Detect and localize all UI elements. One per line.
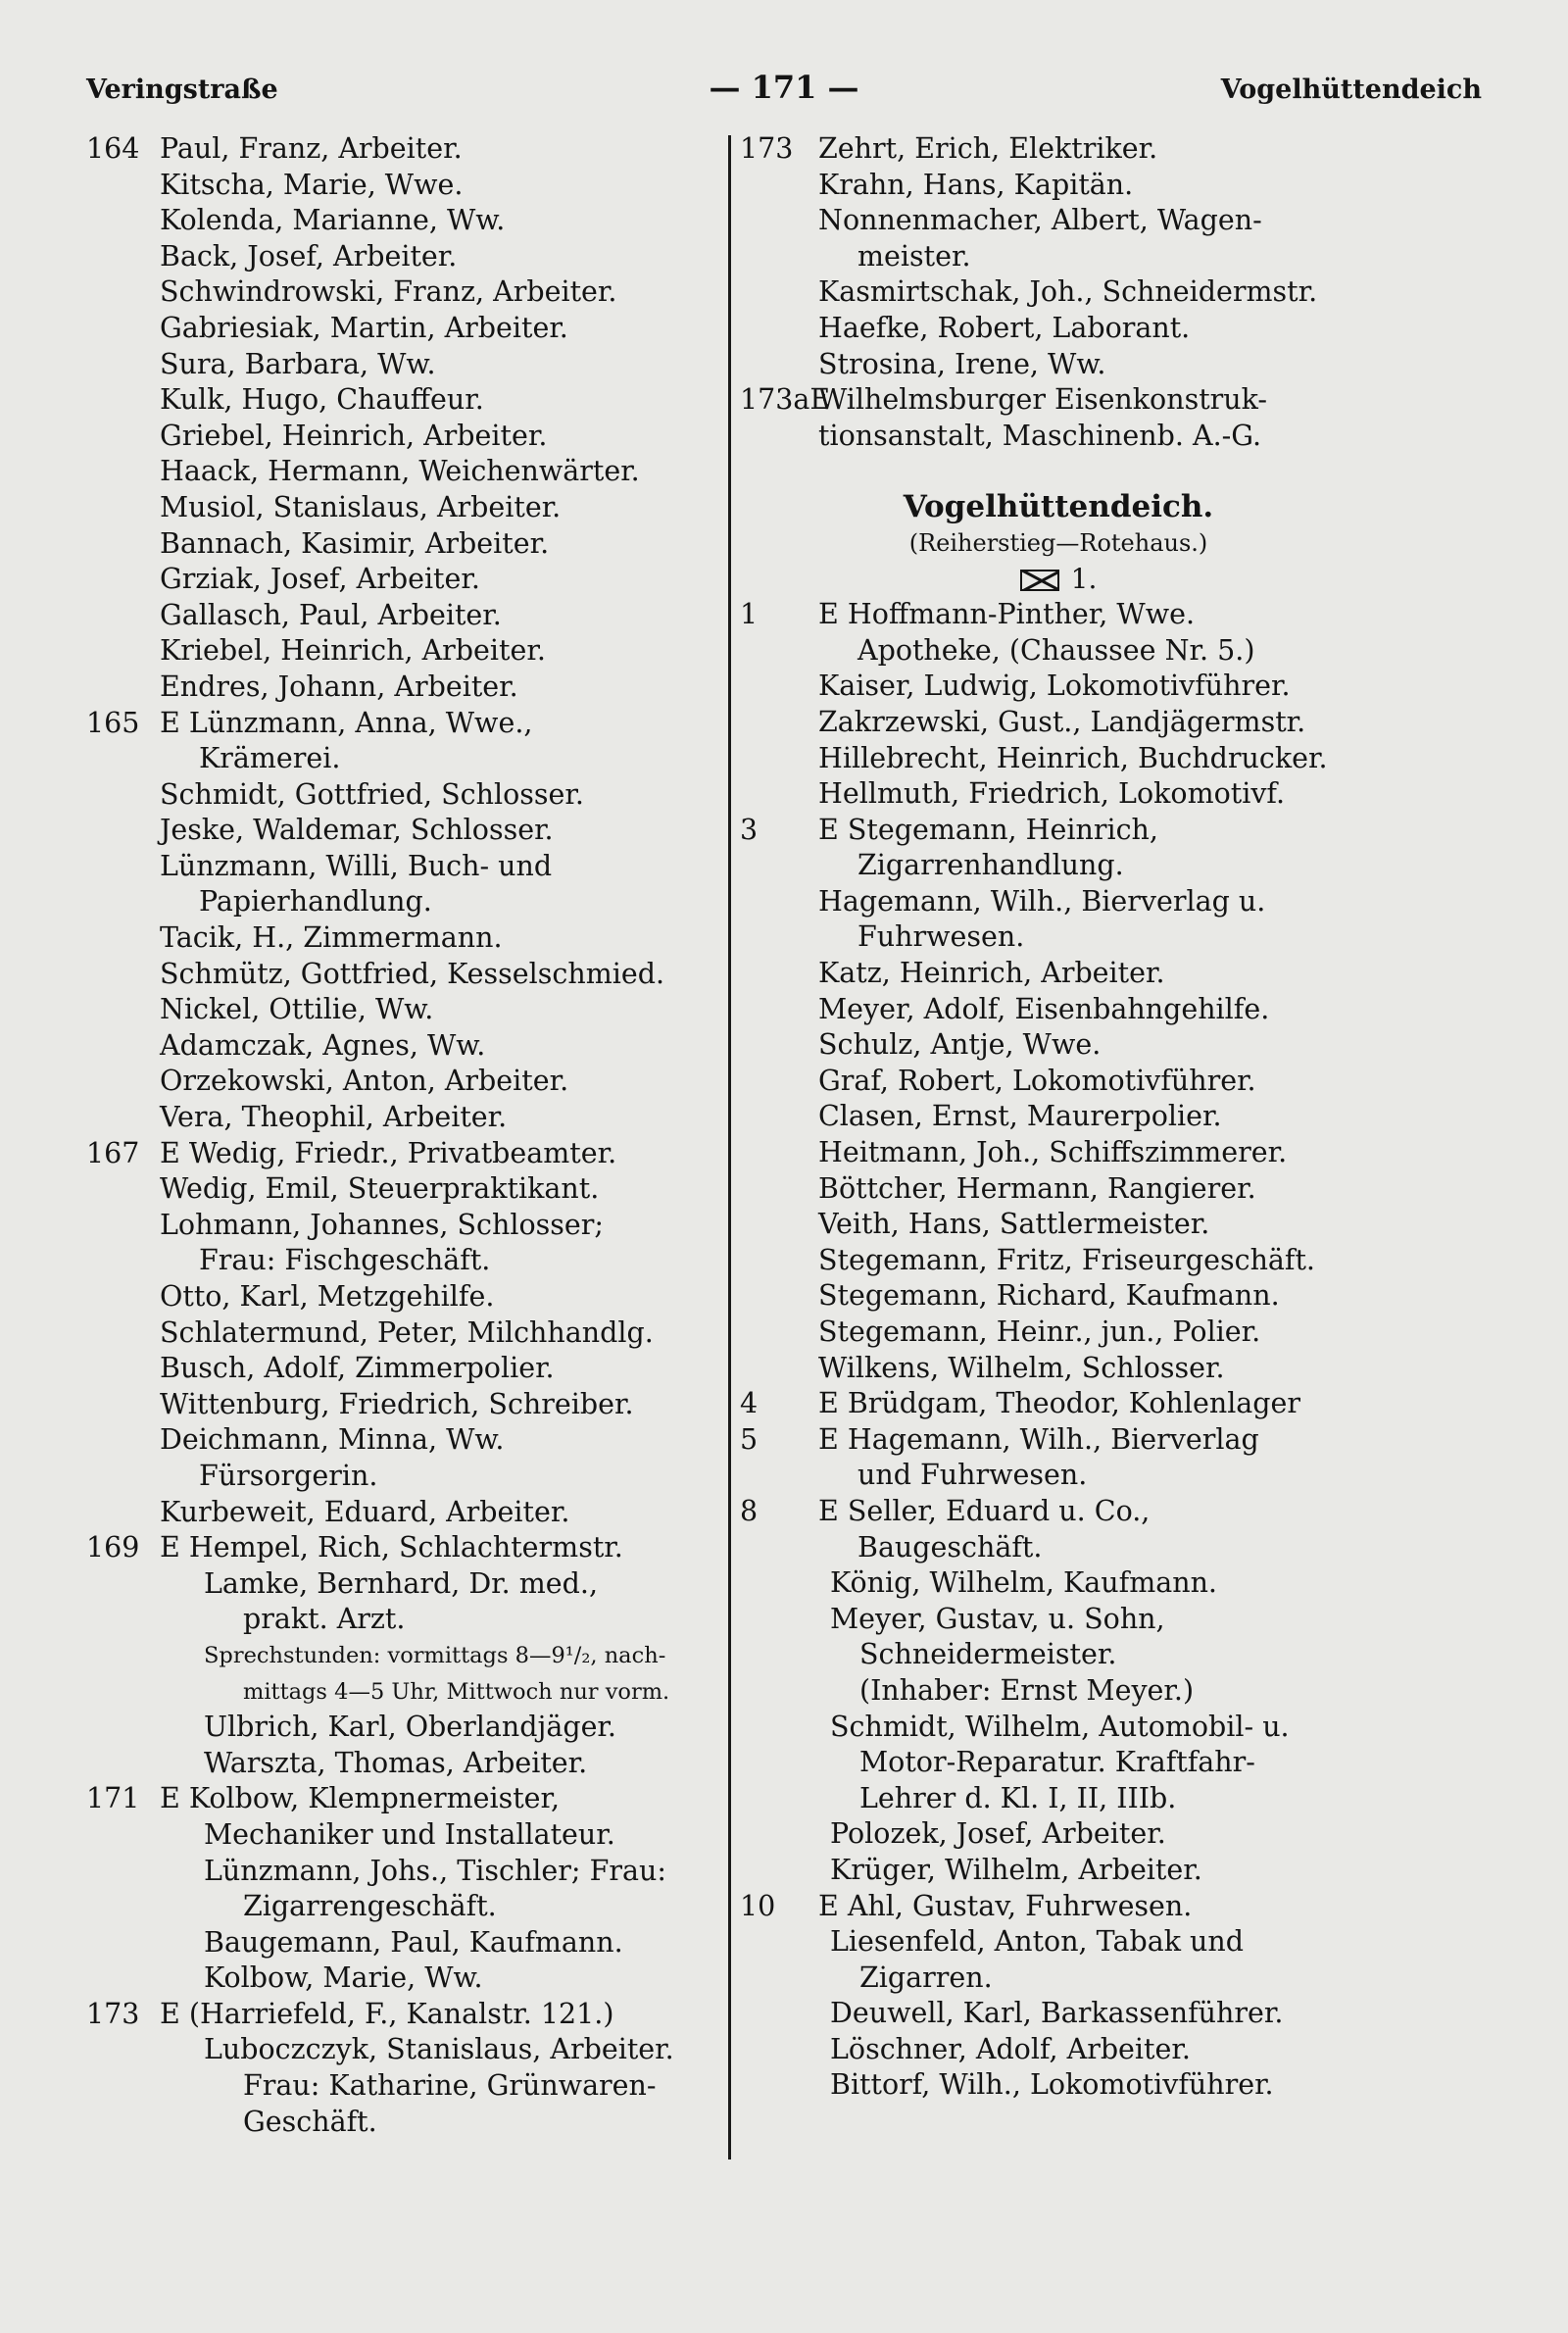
house-number: 164 [86,132,140,165]
left-column [86,131,718,2140]
directory-line [740,1315,1377,1351]
directory-line [86,1889,718,1925]
house-number: 173 [740,132,794,165]
directory-line [86,1064,718,1100]
house-number: 173 [86,1997,140,2030]
directory-line [740,669,1377,705]
resident-entry: Hagemann, Wilh., Bierverlag u. [818,884,1266,918]
house-number: 8 [740,1494,759,1527]
resident-entry: prakt. Arzt. [243,1603,406,1636]
resident-entry: E Hempel, Rich, Schlachtermstr. [160,1531,623,1564]
column-divider [728,135,731,2159]
directory-line [740,203,1377,239]
directory-line [740,1064,1377,1100]
house-number: 167 [86,1136,140,1169]
directory-line [740,419,1377,455]
resident-entry: Lünzmann, Willi, Buch- und [160,849,553,882]
directory-line [740,1171,1377,1208]
directory-line [740,2032,1377,2068]
resident-entry: Fuhrwesen. [858,920,1025,954]
directory-line [86,1710,718,1746]
street-subtitle: (Reiherstieg—Rotehaus.) [908,528,1208,557]
directory-line [86,777,718,814]
resident-entry: Otto, Karl, Metzgehilfe. [160,1280,495,1313]
directory-line [740,1027,1377,1064]
resident-entry: Baugeschäft. [858,1530,1043,1564]
resident-entry: Zakrzewski, Gust., Landjägermstr. [818,705,1306,738]
directory-line [740,1278,1377,1315]
resident-entry: Kurbeweit, Eduard, Arbeiter. [160,1495,570,1528]
resident-entry: Böttcher, Hermann, Rangierer. [818,1171,1256,1205]
directory-line [740,1853,1377,1889]
directory-line [740,1673,1377,1710]
resident-entry: Stegemann, Heinr., jun., Polier. [818,1315,1261,1348]
house-number: 1 [740,598,759,631]
resident-entry: Adamczak, Agnes, Ww. [160,1028,486,1062]
resident-entry: Frau: Fischgeschäft. [199,1244,491,1277]
resident-entry: und Fuhrwesen. [858,1459,1088,1492]
resident-entry: Lohmann, Johannes, Schlosser; [160,1208,604,1241]
directory-line [86,957,718,993]
resident-entry: Frau: Katharine, Grünwaren- [243,2069,657,2103]
directory-line [86,1530,718,1566]
resident-entry: Paul, Franz, Arbeiter. [160,132,463,165]
resident-entry: Fürsorgerin. [199,1459,378,1492]
directory-line [740,1422,1377,1459]
right-column-entries-top [740,131,1377,454]
resident-entry: Löschner, Adolf, Arbeiter. [830,2032,1191,2065]
directory-line [740,1889,1377,1925]
directory-line [86,1279,718,1315]
directory-line [740,992,1377,1028]
resident-entry: Sura, Barbara, Ww. [160,347,436,380]
header-street-left: Veringstraße [86,74,278,105]
directory-line [740,382,1377,419]
directory-line [86,1315,718,1352]
directory-line [86,884,718,920]
directory-line [740,1781,1377,1817]
directory-line [86,1028,718,1065]
house-number: 165 [86,706,140,739]
directory-line [740,741,1377,777]
directory-line [86,1925,718,1961]
resident-entry: Krahn, Hans, Kapitän. [818,168,1134,201]
directory-line [740,347,1377,383]
resident-entry: Schmütz, Gottfried, Kesselschmied. [160,957,665,990]
directory-line [86,598,718,634]
directory-line [86,168,718,204]
resident-entry: Tacik, H., Zimmermann. [160,921,503,955]
right-column-entries-bottom [740,597,1377,2104]
directory-line [86,1997,718,2033]
directory-line [740,274,1377,311]
directory-line [86,1674,718,1711]
resident-entry: Mechaniker und Installateur. [204,1817,615,1851]
resident-entry: Schmidt, Gottfried, Schlosser. [160,777,584,811]
resident-entry: E (Harriefeld, F., Kanalstr. 121.) [160,1997,614,2030]
resident-entry: Meyer, Gustav, u. Sohn, [830,1602,1165,1635]
resident-entry: Meyer, Adolf, Eisenbahngehilfe. [818,992,1270,1025]
house-number: 173aE [740,383,831,417]
resident-entry: E Hoffmann-Pinther, Wwe. [818,598,1196,631]
directory-line [740,239,1377,275]
directory-line [740,2067,1377,2104]
directory-line [86,1100,718,1136]
directory-line [740,1386,1377,1422]
directory-line [86,1387,718,1423]
directory-line [740,1745,1377,1781]
resident-entry: Haefke, Robert, Laborant. [818,311,1191,344]
resident-entry: Deichmann, Minna, Ww. [160,1423,505,1457]
directory-line [86,562,718,598]
resident-entry: Luboczczyk, Stanislaus, Arbeiter. [204,2033,674,2066]
directory-line [86,920,718,957]
directory-line [86,239,718,275]
street-title: Vogelhüttendeich. [903,489,1214,525]
resident-entry: Back, Josef, Arbeiter. [160,239,458,273]
resident-entry: Schmidt, Wilhelm, Automobil- u. [830,1710,1290,1743]
resident-entry: Zehrt, Erich, Elektriker. [818,132,1158,165]
resident-entry: Haack, Hermann, Weichenwärter. [160,455,640,488]
resident-entry: E Stegemann, Heinrich, [818,813,1158,846]
resident-entry: E Seller, Eduard u. Co., [818,1494,1151,1527]
resident-entry: Nonnenmacher, Albert, Wagen- [818,204,1262,237]
directory-line [86,490,718,526]
directory-line [740,1710,1377,1746]
directory-line [740,633,1377,670]
resident-entry: Zigarren. [859,1961,993,1994]
resident-entry: Wedig, Emil, Steuerpraktikant. [160,1172,600,1206]
directory-line [86,203,718,239]
resident-entry: (Inhaber: Ernst Meyer.) [859,1673,1195,1707]
resident-entry: Lünzmann, Johs., Tischler; Frau: [204,1854,666,1887]
resident-entry: Veith, Hans, Sattlermeister. [818,1208,1210,1241]
resident-entry: Zigarrengeschäft. [243,1890,497,1923]
directory-line [740,813,1377,849]
resident-entry: Griebel, Heinrich, Arbeiter. [160,419,548,452]
directory-line [740,1996,1377,2032]
resident-entry: Grziak, Josef, Arbeiter. [160,563,480,596]
directory-line [740,1816,1377,1853]
resident-entry: Warszta, Thomas, Arbeiter. [204,1746,588,1779]
directory-line [740,1961,1377,1997]
directory-line [86,1854,718,1890]
postal-district [740,562,1377,598]
resident-entry: Kaiser, Ludwig, Lokomotivführer. [818,670,1291,703]
resident-entry: Musiol, Stanislaus, Arbeiter. [160,490,562,523]
resident-entry: Bittorf, Wilh., Lokomotivführer. [830,2068,1274,2102]
resident-entry: Geschäft. [243,2105,377,2138]
resident-entry: Nickel, Ottilie, Ww. [160,993,434,1026]
directory-line [86,454,718,490]
envelope-icon [1020,570,1059,591]
resident-entry: Kolenda, Marianne, Ww. [160,204,506,237]
directory-line [86,1208,718,1244]
directory-line [740,168,1377,204]
resident-entry: Stegemann, Richard, Kaufmann. [818,1279,1280,1313]
right-column [740,131,1377,2104]
resident-entry: Zigarrenhandlung. [858,849,1124,882]
directory-line [740,1530,1377,1566]
resident-entry: Jeske, Waldemar, Schlosser. [160,814,554,847]
resident-entry: Lamke, Bernhard, Dr. med., [204,1566,599,1600]
resident-entry: Graf, Robert, Lokomotivführer. [818,1064,1256,1097]
directory-line [86,419,718,455]
directory-line [740,1458,1377,1494]
resident-entry: tionsanstalt, Maschinenb. A.-G. [818,419,1262,452]
resident-entry: meister. [858,239,971,273]
directory-line [86,1781,718,1817]
resident-entry: Schneidermeister. [859,1638,1117,1671]
resident-entry: Wilhelmsburger Eisenkonstruk- [818,383,1268,417]
directory-line [740,597,1377,633]
resident-entry: Clasen, Ernst, Maurerpolier. [818,1100,1222,1133]
resident-entry: Schwindrowski, Franz, Arbeiter. [160,275,617,309]
resident-entry: Katz, Heinrich, Arbeiter. [818,957,1165,990]
directory-line [740,1243,1377,1279]
directory-line [86,1351,718,1387]
directory-line [86,274,718,311]
directory-line [740,884,1377,920]
resident-entry: Ulbrich, Karl, Oberlandjäger. [204,1711,616,1744]
resident-entry: Heitmann, Joh., Schiffszimmerer. [818,1136,1288,1169]
directory-line [740,1924,1377,1961]
resident-entry: Stegemann, Fritz, Friseurgeschäft. [818,1243,1315,1276]
resident-entry: Kolbow, Marie, Ww. [204,1961,483,1995]
resident-entry: Gabriesiak, Martin, Arbeiter. [160,311,568,344]
resident-entry: Motor-Reparatur. Kraftfahr- [859,1746,1255,1779]
resident-entry: Hellmuth, Friedrich, Lokomotivf. [818,777,1286,811]
directory-line [86,1746,718,1782]
resident-entry: E Wedig, Friedr., Privatbeamter. [160,1136,617,1169]
directory-line [740,705,1377,741]
resident-entry: Krüger, Wilhelm, Arbeiter. [830,1853,1202,1886]
directory-line [86,1638,718,1674]
directory-line [86,813,718,849]
resident-entry: Gallasch, Paul, Arbeiter. [160,598,502,631]
resident-entry: mittags 4—5 Uhr, Mittwoch nur vorm. [243,1678,670,1705]
resident-entry: Kasmirtschak, Joh., Schneidermstr. [818,275,1318,309]
directory-line [86,131,718,168]
resident-entry: Schlatermund, Peter, Milchhandlg. [160,1315,654,1349]
directory-line [86,1495,718,1531]
resident-entry: Krämerei. [199,742,341,775]
directory-line [740,956,1377,992]
directory-line [86,1566,718,1603]
resident-entry: Kulk, Hugo, Chauffeur. [160,383,484,417]
directory-line [86,741,718,777]
running-header [86,69,1482,108]
directory-line [740,131,1377,168]
resident-entry: Kriebel, Heinrich, Arbeiter. [160,634,546,668]
house-number: 171 [86,1782,140,1815]
directory-line [86,2032,718,2068]
directory-line [86,311,718,347]
resident-entry: Endres, Johann, Arbeiter. [160,670,518,703]
directory-line [740,1207,1377,1243]
resident-entry: E Ahl, Gustav, Fuhrwesen. [818,1889,1193,1922]
directory-line [86,633,718,670]
directory-line [86,1961,718,1997]
resident-entry: Strosina, Irene, Ww. [818,347,1106,380]
resident-entry: Hillebrecht, Heinrich, Buchdrucker. [818,741,1328,774]
resident-entry: E Kolbow, Klempnermeister, [160,1782,561,1815]
resident-entry: Bannach, Kasimir, Arbeiter. [160,526,550,560]
house-number: 5 [740,1422,759,1456]
directory-line [86,1422,718,1459]
resident-entry: Busch, Adolf, Zimmerpolier. [160,1352,555,1385]
directory-line [740,1637,1377,1673]
resident-entry: E Lünzmann, Anna, Wwe., [160,706,533,739]
directory-line [740,919,1377,956]
resident-entry: Polozek, Josef, Arbeiter. [830,1817,1166,1851]
resident-entry: Apotheke, (Chaussee Nr. 5.) [858,633,1255,667]
resident-entry: Deuwell, Karl, Barkassenführer. [830,1997,1284,2030]
house-number: 169 [86,1531,140,1564]
house-number: 3 [740,813,759,846]
directory-line [86,670,718,706]
directory-line [740,1099,1377,1135]
directory-line [86,1243,718,1279]
directory-line [740,1565,1377,1602]
page-number: — 171 — [709,69,859,106]
resident-entry: Papierhandlung. [199,885,432,918]
directory-line [740,1494,1377,1530]
resident-entry: Kitscha, Marie, Wwe. [160,168,464,201]
directory-line [740,311,1377,347]
directory-line [86,849,718,885]
directory-line [740,1602,1377,1638]
resident-entry: Schulz, Antje, Wwe. [818,1028,1102,1062]
resident-entry: König, Wilhelm, Kaufmann. [830,1566,1217,1600]
directory-line [86,1817,718,1854]
directory-line [86,1136,718,1172]
header-street-right: Vogelhüttendeich [1220,74,1482,105]
directory-line [86,992,718,1028]
resident-entry: Wilkens, Wilhelm, Schlosser. [818,1351,1225,1384]
directory-line [86,1171,718,1208]
directory-line [86,382,718,419]
directory-line [86,347,718,383]
postal-district-number: 1. [1070,562,1098,595]
resident-entry: Wittenburg, Friedrich, Schreiber. [160,1387,634,1420]
directory-line [740,1135,1377,1171]
street-section-heading [740,489,1377,597]
resident-entry: Baugemann, Paul, Kaufmann. [204,1925,623,1959]
resident-entry: Liesenfeld, Anton, Tabak und [830,1925,1244,1959]
resident-entry: Vera, Theophil, Arbeiter. [160,1101,508,1134]
directory-line [86,706,718,742]
resident-entry: Orzekowski, Anton, Arbeiter. [160,1065,569,1098]
house-number: 10 [740,1889,776,1922]
directory-line [86,1602,718,1638]
resident-entry: E Hagemann, Wilh., Bierverlag [818,1422,1259,1456]
directory-line [86,2068,718,2105]
resident-entry: Lehrer d. Kl. I, II, IIIb. [859,1781,1177,1814]
house-number: 4 [740,1387,759,1420]
directory-line [86,2105,718,2141]
directory-line [86,526,718,563]
resident-entry: E Brüdgam, Theodor, Kohlenlager [818,1387,1301,1420]
directory-line [740,848,1377,884]
resident-entry: Sprechstunden: vormittags 8—9¹/₂, nach- [204,1642,666,1668]
directory-line [86,1459,718,1495]
directory-line [740,1351,1377,1387]
directory-line [740,776,1377,813]
